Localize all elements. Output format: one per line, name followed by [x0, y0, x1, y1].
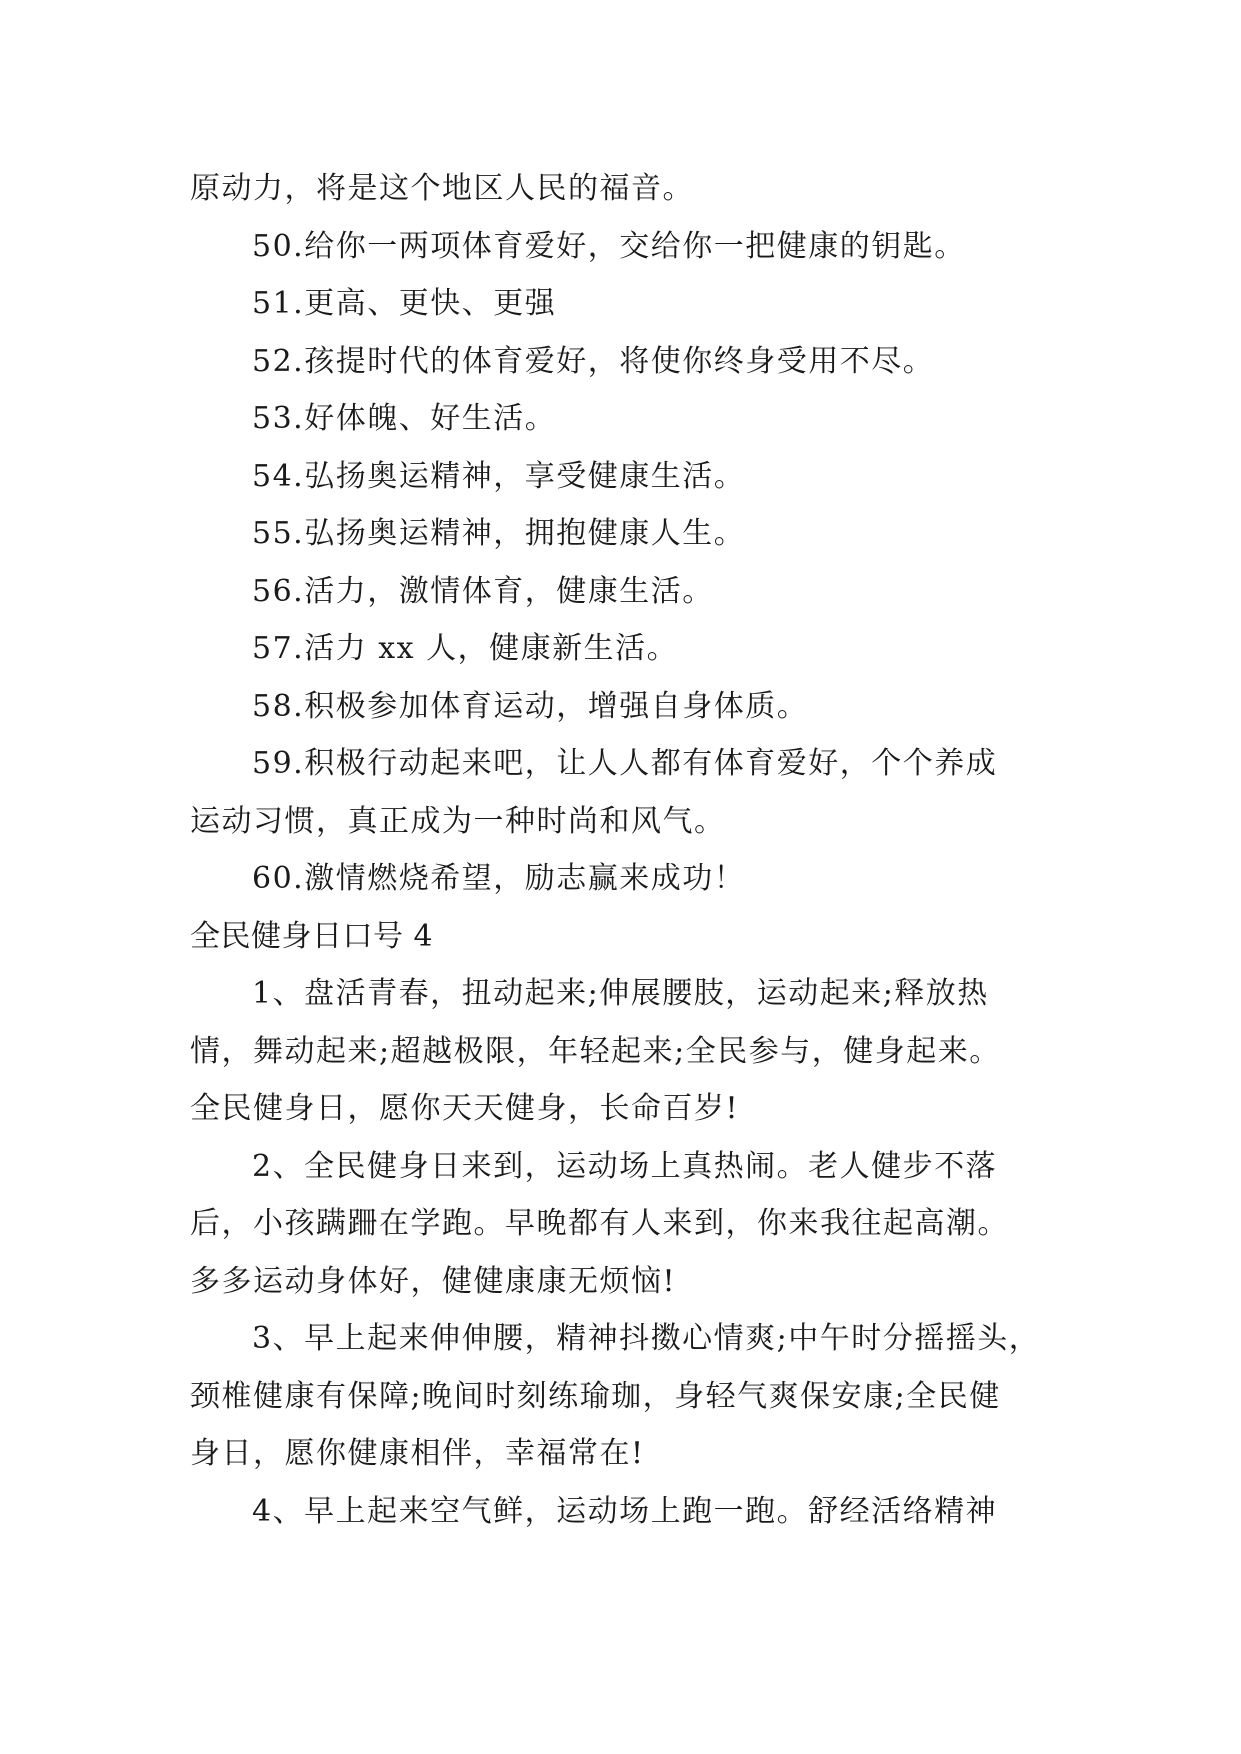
- text-line: 原动力，将是这个地区人民的福音。: [190, 171, 694, 206]
- slogan-item-50: 50.给你一两项体育爱好，交给你一把健康的钥匙。: [252, 228, 966, 264]
- slogan-item-54: 54.弘扬奥运精神，享受健康生活。: [252, 458, 746, 494]
- slogan-item-58: 58.积极参加体育运动，增强自身体质。: [252, 688, 809, 724]
- text-line: 运动习惯，真正成为一种时尚和风气。: [190, 803, 726, 839]
- paragraph-4-line: 4、早上起来空气鲜，运动场上跑一跑。舒经活络精神: [252, 1493, 998, 1529]
- slogan-item-60: 60.激情燃烧希望，励志赢来成功！: [252, 861, 746, 896]
- document-page: [190, 160, 1070, 1540]
- paragraph-2-line: 后，小孩蹒跚在学跑。早晚都有人来到，你来我往起高潮。: [190, 1206, 1009, 1241]
- paragraph-3-line: 身日，愿你健康相伴，幸福常在!: [190, 1436, 645, 1471]
- paragraph-3-line: 颈椎健康有保障;晚间时刻练瑜珈，身轻气爽保安康;全民健: [190, 1378, 1001, 1414]
- paragraph-2-line: 多多运动身体好，健健康康无烦恼!: [190, 1263, 677, 1299]
- slogan-item-53: 53.好体魄、好生活。: [252, 401, 557, 436]
- slogan-item-52: 52.孩提时代的体育爱好，将使你终身受用不尽。: [252, 343, 935, 379]
- paragraph-1-line: 情，舞动起来;超越极限，年轻起来;全民参与，健身起来。: [190, 1033, 1001, 1069]
- slogan-item-56: 56.活力，激情体育，健康生活。: [252, 573, 714, 609]
- slogan-item-55: 55.弘扬奥运精神，拥抱健康人生。: [252, 516, 746, 551]
- section-heading: 全民健身日口号 4: [190, 918, 434, 954]
- paragraph-1-line: 1、盘活青春，扭动起来;伸展腰肢，运动起来;释放热: [252, 976, 989, 1011]
- slogan-item-57: 57.活力 xx 人，健康新生活。: [252, 631, 679, 666]
- paragraph-1-line: 全民健身日，愿你天天健身，长命百岁!: [190, 1091, 740, 1126]
- paragraph-3-line: 3、早上起来伸伸腰，精神抖擞心情爽;中午时分摇摇头，: [252, 1321, 1041, 1356]
- paragraph-2-line: 2、全民健身日来到，运动场上真热闹。老人健步不落: [252, 1148, 998, 1184]
- slogan-item-51: 51.更高、更快、更强: [252, 286, 557, 321]
- slogan-item-59: 59.积极行动起来吧，让人人都有体育爱好，个个养成: [252, 746, 998, 781]
